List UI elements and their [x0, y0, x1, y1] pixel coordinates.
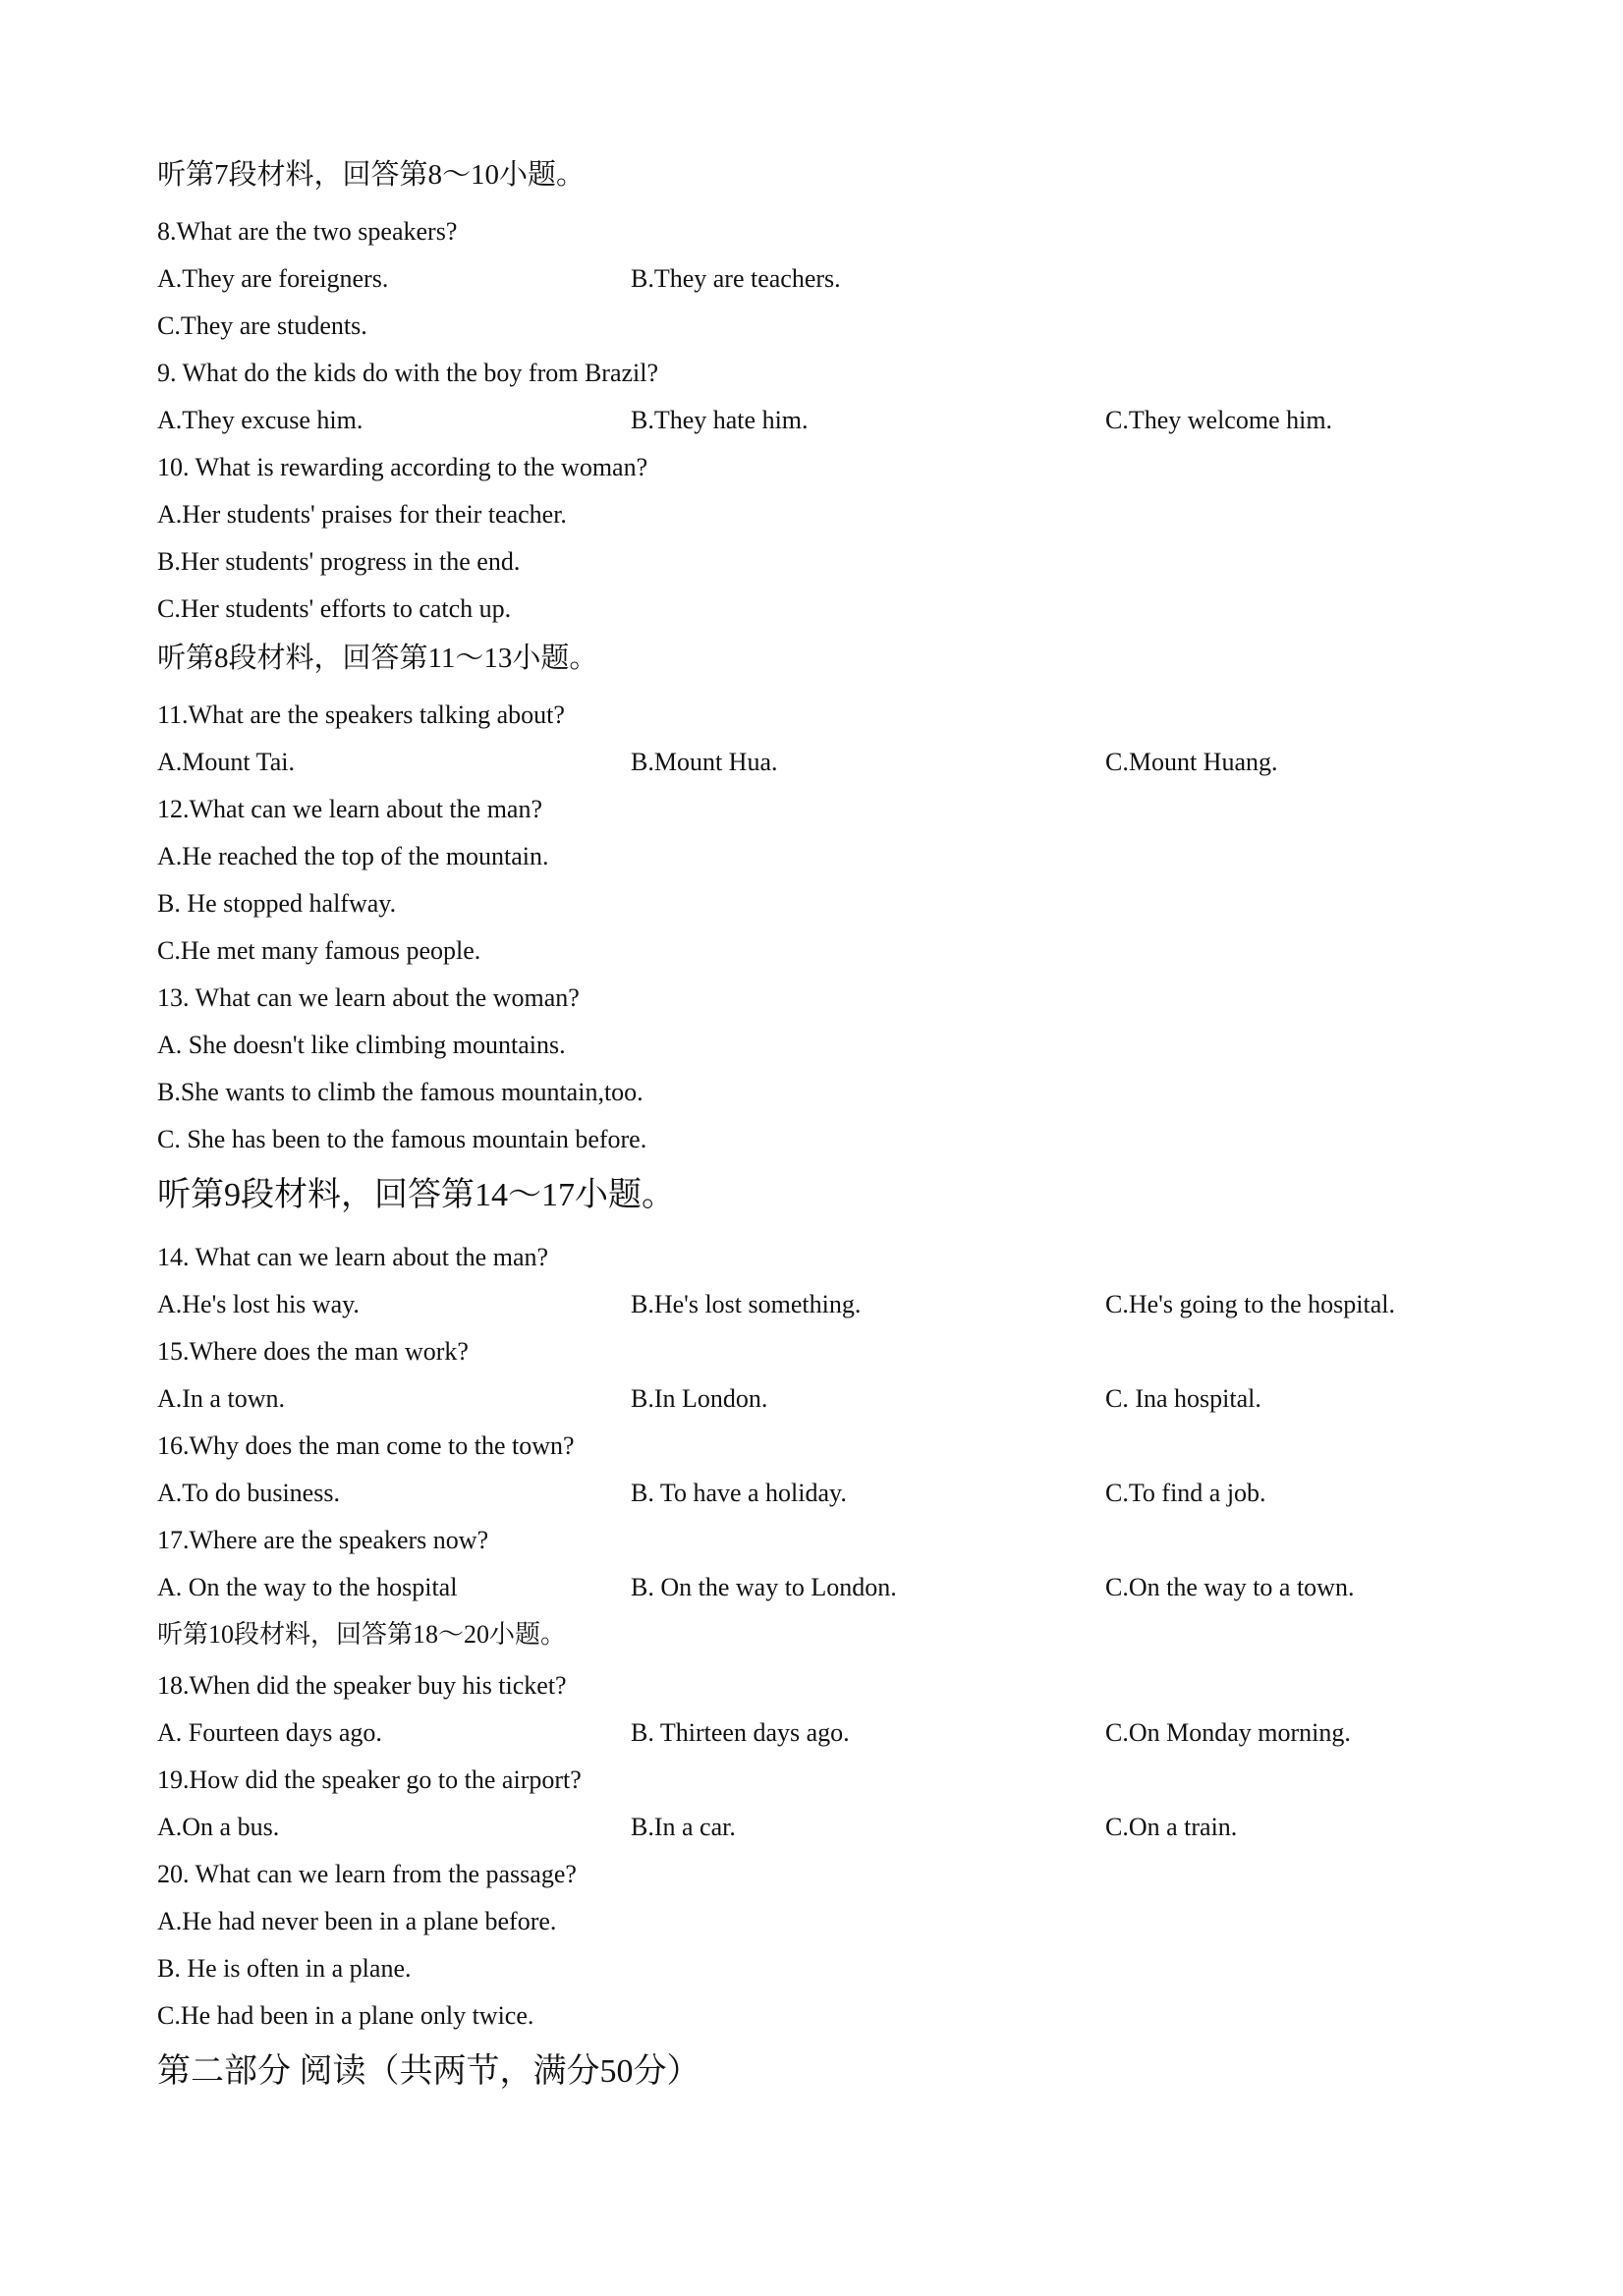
question-16: 16.Why does the man come to the town? — [157, 1431, 575, 1460]
option-17b: B. On the way to London. — [631, 1573, 897, 1601]
option-18a: A. Fourteen days ago. — [157, 1718, 382, 1747]
option-10c: C.Her students' efforts to catch up. — [157, 594, 512, 623]
option-11a: A.Mount Tai. — [157, 748, 295, 776]
option-13a: A. She doesn't like climbing mountains. — [157, 1031, 566, 1059]
section-heading-7: 听第7段材料，回答第8～10小题。 — [157, 159, 586, 191]
question-20: 20. What can we learn from the passage? — [157, 1860, 577, 1888]
option-18b: B. Thirteen days ago. — [631, 1718, 850, 1747]
question-14: 14. What can we learn about the man? — [157, 1243, 549, 1271]
option-19c: C.On a train. — [1105, 1813, 1238, 1841]
option-13c: C. She has been to the famous mountain before. — [157, 1125, 647, 1153]
option-12c: C.He met many famous people. — [157, 936, 481, 965]
option-20b: B. He is often in a plane. — [157, 1954, 412, 1983]
option-15c: C. Ina hospital. — [1105, 1384, 1261, 1413]
option-12b: B. He stopped halfway. — [157, 889, 397, 918]
option-20a: A.He had never been in a plane before. — [157, 1907, 557, 1935]
question-19: 19.How did the speaker go to the airport? — [157, 1765, 582, 1794]
question-18: 18.When did the speaker buy his ticket? — [157, 1671, 567, 1700]
option-8c: C.They are students. — [157, 311, 367, 340]
question-12: 12.What can we learn about the man? — [157, 795, 542, 823]
section-heading-10: 听第10段材料，回答第18～20小题。 — [157, 1620, 567, 1649]
option-19b: B.In a car. — [631, 1813, 736, 1841]
option-17a: A. On the way to the hospital — [157, 1573, 458, 1601]
option-9c: C.They welcome him. — [1105, 406, 1333, 434]
option-17c: C.On the way to a town. — [1105, 1573, 1355, 1601]
question-10: 10. What is rewarding according to the woman? — [157, 453, 648, 481]
part-two-heading: 第二部分 阅读（共两节，满分50分） — [157, 2053, 700, 2090]
option-15a: A.In a town. — [157, 1384, 285, 1413]
option-16b: B. To have a holiday. — [631, 1479, 847, 1507]
option-12a: A.He reached the top of the mountain. — [157, 842, 549, 870]
section-heading-9: 听第9段材料，回答第14～17小题。 — [157, 1177, 675, 1213]
option-18c: C.On Monday morning. — [1105, 1718, 1351, 1747]
option-11b: B.Mount Hua. — [631, 748, 778, 776]
option-15b: B.In London. — [631, 1384, 768, 1413]
option-16a: A.To do business. — [157, 1479, 340, 1507]
option-19a: A.On a bus. — [157, 1813, 280, 1841]
option-14b: B.He's lost something. — [631, 1290, 862, 1318]
option-10b: B.Her students' progress in the end. — [157, 547, 521, 576]
option-16c: C.To find a job. — [1105, 1479, 1266, 1507]
option-8b: B.They are teachers. — [631, 264, 841, 293]
option-8a: A.They are foreigners. — [157, 264, 389, 293]
option-13b: B.She wants to climb the famous mountain,too. — [157, 1078, 644, 1106]
option-9b: B.They hate him. — [631, 406, 809, 434]
option-20c: C.He had been in a plane only twice. — [157, 2001, 534, 2030]
question-11: 11.What are the speakers talking about? — [157, 700, 565, 729]
option-14a: A.He's lost his way. — [157, 1290, 360, 1318]
option-10a: A.Her students' praises for their teacher. — [157, 500, 567, 529]
option-9a: A.They excuse him. — [157, 406, 364, 434]
question-15: 15.Where does the man work? — [157, 1337, 469, 1366]
question-9: 9. What do the kids do with the boy from Brazil? — [157, 359, 659, 387]
question-17: 17.Where are the speakers now? — [157, 1526, 489, 1554]
option-14c: C.He's going to the hospital. — [1105, 1290, 1396, 1318]
section-heading-8: 听第8段材料，回答第11～13小题。 — [157, 643, 598, 674]
option-11c: C.Mount Huang. — [1105, 748, 1278, 776]
question-8: 8.What are the two speakers? — [157, 217, 458, 246]
question-13: 13. What can we learn about the woman? — [157, 983, 580, 1012]
